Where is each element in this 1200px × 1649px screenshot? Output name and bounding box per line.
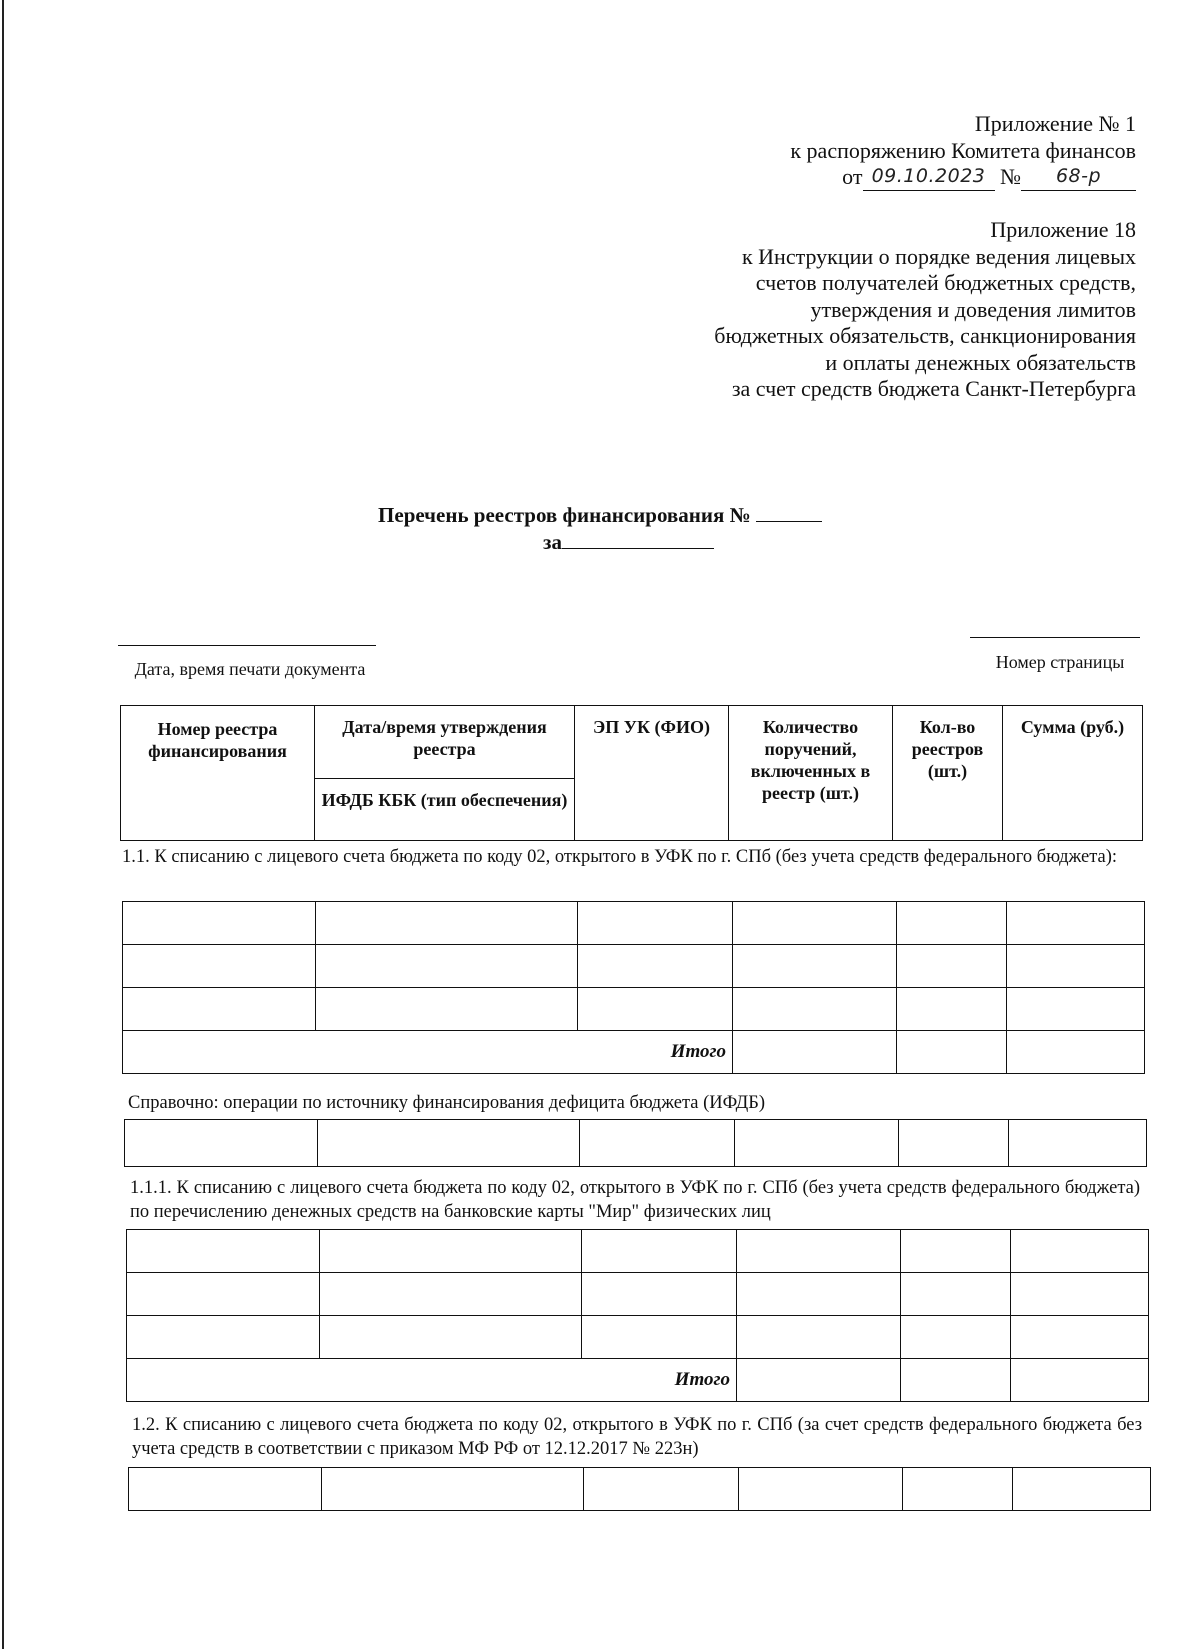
print-datetime-line xyxy=(118,645,376,646)
section-1-1-table xyxy=(122,901,1145,1074)
period-blank xyxy=(562,531,714,549)
header-registries-count: Кол-во реестров (шт.) xyxy=(893,706,1003,841)
handwritten-date: 09.10.2023 xyxy=(871,164,986,187)
document-title-text: Перечень реестров финансирования № xyxy=(378,503,751,527)
header-kbk-type: ИФДБ КБК (тип обеспечения) xyxy=(315,779,575,841)
annex-18-line: к Инструкции о порядке ведения лицевых xyxy=(741,243,1136,269)
annex-1-subtitle: к распоряжению Комитета финансов xyxy=(790,137,1136,163)
header-approval-datetime: Дата/время утверждения реестра xyxy=(315,706,575,779)
registry-number-blank xyxy=(756,503,822,522)
header-signature: ЭП УК (ФИО) xyxy=(575,706,729,841)
annex-18-line: бюджетных обязательств, санкционирования xyxy=(714,323,1136,348)
from-label: от xyxy=(842,164,863,189)
table-row xyxy=(127,1273,1149,1316)
header-table xyxy=(120,705,1143,841)
period-label: за xyxy=(543,530,562,554)
annex-18-line: утверждения и доведения лимитов xyxy=(810,296,1136,322)
annex-18-line: за счет средств бюджета Санкт-Петербурга xyxy=(731,376,1136,401)
annex-18-line: счетов получателей бюджетных средств, xyxy=(755,270,1136,295)
header-orders-count: Количество поручений, включенных в реестр (шт.) xyxy=(729,706,893,841)
table-row xyxy=(123,988,1145,1031)
annex-1-block xyxy=(790,111,1136,191)
annex-18-line: Приложение 18 xyxy=(990,217,1136,242)
annex-18-block xyxy=(714,217,1136,403)
section-1-2-text: 1.2. К списанию с лицевого счета бюджета по коду 02, открытого в УФК по г. СПб (за счет средств федерального бюджета без учета средств в соответствии с приказом МФ РФ от 12.12.2017 № 223н) xyxy=(132,1415,1142,1459)
page-number-line xyxy=(970,637,1140,638)
section-1-1-text: 1.1. К списанию с лицевого счета бюджета по коду 02, открытого в УФК по г. СПб (без учета средств федерального бюджета): xyxy=(122,847,1118,867)
table-row xyxy=(129,1468,1151,1511)
section-1-1-1-text: 1.1.1. К списанию с лицевого счета бюджета по коду 02, открытого в УФК по г. СПб (без учета средств федерального бюджета) по перечислению денежных средств на банковские карты "Мир" физических лиц xyxy=(130,1178,1140,1222)
page-number-label: Номер страницы xyxy=(995,652,1125,672)
handwritten-number: 68-р xyxy=(1055,164,1102,187)
header-registry-number: Номер реестра финансирования xyxy=(121,706,315,841)
total-label: Итого xyxy=(123,1031,733,1074)
annex-1-date-number xyxy=(790,164,1136,191)
table-row xyxy=(127,1230,1149,1273)
reference-table xyxy=(124,1119,1147,1167)
annex-18-line: и оплаты денежных обязательств xyxy=(825,349,1136,375)
document-title xyxy=(0,503,1200,528)
reference-text: Справочно: операции по источнику финансирования дефицита бюджета (ИФДБ) xyxy=(128,1093,766,1113)
section-1-1-1-table xyxy=(126,1229,1149,1402)
annex-1-title: Приложение № 1 xyxy=(974,111,1136,136)
total-row xyxy=(123,1031,1145,1074)
number-field xyxy=(1021,166,1136,191)
total-row xyxy=(127,1359,1149,1402)
header-amount: Сумма (руб.) xyxy=(1003,706,1143,841)
period-line xyxy=(543,530,714,555)
total-label: Итого xyxy=(127,1359,737,1402)
date-field xyxy=(863,166,995,191)
print-datetime-label: Дата, время печати документа xyxy=(134,659,366,679)
table-row xyxy=(123,945,1145,988)
scan-border xyxy=(2,0,4,1649)
table-row xyxy=(127,1316,1149,1359)
table-row xyxy=(123,902,1145,945)
section-1-2-table xyxy=(128,1467,1151,1511)
number-label: № xyxy=(1000,164,1021,189)
table-row xyxy=(125,1120,1147,1167)
